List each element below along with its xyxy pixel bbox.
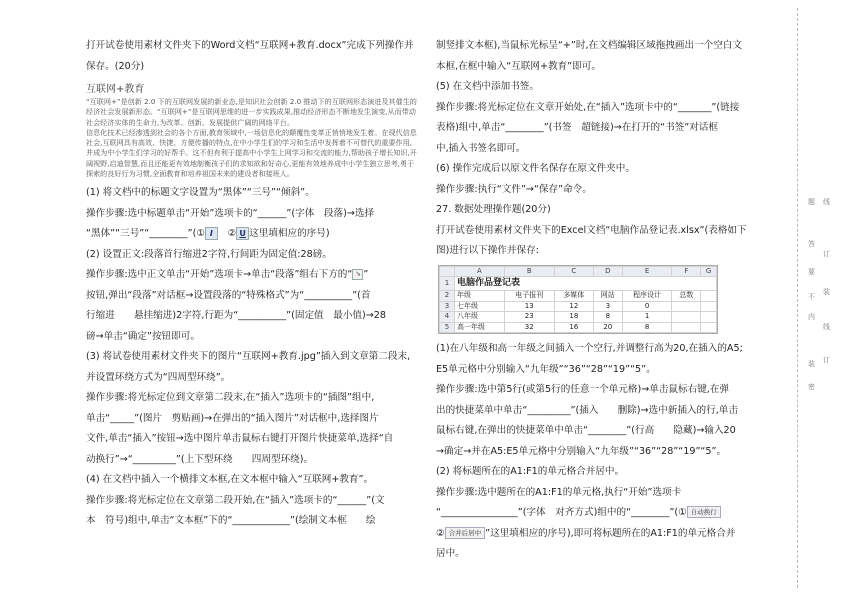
excel-task-2-step-a: 操作步骤:选中题所在的A1:F1的单元格,执行“开始”选项卡: [436, 486, 682, 498]
table-row: [440, 291, 717, 302]
table-cell: [672, 322, 701, 333]
underline-icon: U: [236, 227, 249, 240]
table-cell: [701, 301, 717, 312]
task-2-step-a: 操作步骤:选中正文单击“开始”选项卡→单击“段落”组右下方的“ ↘ ”: [86, 269, 369, 281]
task-1-title: (1) 将文档中的标题文字设置为“黑体”“三号”“倾斜”。: [86, 187, 315, 199]
margin-char: 订: [823, 250, 830, 258]
section-27-intro-b: 图)进行以下操作并保存:: [436, 245, 539, 256]
excel-task-1-step-a: 操作步骤:选中第5行(或第5行的任意一个单元格)→单击鼠标右键,在弹: [436, 384, 730, 395]
table-row: [440, 312, 717, 323]
question-intro: 打开试卷使用素材文件夹下的Word文档“互联网+教育.docx”完成下列操作并保存。(20分): [86, 40, 414, 72]
task-1-step-b: “黑体”“三号”“________”(① I ② U 这里填相应的序号): [86, 228, 330, 240]
task-2-step-c: 行缩进 悬挂缩进)2字符,行距为“__________”(固定值 最小值)→28: [86, 310, 387, 322]
task-6-step-a: 操作步骤:执行“文件”→“保存”命令。: [436, 183, 592, 195]
table-cell: 高一年级: [455, 322, 505, 333]
task-2-title: (2) 设置正文:段落首行缩进2字符,行间距为固定值:28磅。: [86, 248, 332, 260]
spreadsheet-table: [439, 266, 717, 334]
excel-task-1-title: (1)在八年级和高一年级之间插入一个空行,并调整行高为20,在插入的A5;: [436, 343, 743, 354]
left-column: [86, 36, 418, 532]
margin-char: 线: [823, 198, 830, 206]
excel-task-2-step-c: ② 合并后居中 ”这里填相应的序号),即可将标题所在的A1:F1的单元格合并: [436, 527, 736, 539]
margin-char: 密: [808, 383, 815, 391]
row-number: 1: [440, 277, 455, 291]
section-27-intro-a: 打开试卷使用素材文件夹下的Excel文档“电脑作品登记表.xlsx”(表格如下: [436, 224, 747, 236]
column-header: C: [554, 266, 593, 277]
task-3-step-a: 操作步骤:将光标定位到文章第二段末,在“插入”选项卡的“插图”组中,: [86, 392, 375, 404]
table-cell: 18: [554, 312, 593, 323]
spreadsheet-image: [438, 265, 718, 335]
column-header: E: [622, 266, 672, 277]
right-column: [436, 36, 766, 565]
row-number: 4: [440, 312, 455, 323]
embedded-paragraph-2: 信息化技术已经渗透到社会的各个方面,教育领域中,一场信息化的颠覆性变革正悄悄地发生着。在现代信息社会,互联网具有高效、快捷、方便传播的特点,在中小学生们的学习和生活中发挥着不可替代的重要作用,并成为中小学生们学习的好帮手。这不但有利于提高中小学生上网学习和交流的能力,帮助孩子增长知识,开阔视野,启迪智慧,而且还能更有效地制衡孩子们的求知欲和好奇心,更能有效地养成中小学生独立思考,勇于探索的良好行为习惯,全面教育和培养祖国未来的建设者和接班人。: [86, 127, 417, 179]
table-cell: [701, 291, 717, 302]
task-2-step-d: 磅→单击“确定”按钮即可。: [86, 330, 200, 342]
table-cell: 3: [593, 301, 622, 312]
task-3-step-b: 单击“_____”(图片 剪贴画)→在弹出的“插入图片”对话框中,选择图片: [86, 412, 379, 424]
task-6-title: (6) 操作完成后以原文件名保存在原文件夹中。: [436, 163, 635, 174]
task-5-step-b: 表格)组中,单击“________”(书签 超链接)→在打开的“书签”对话框: [436, 122, 719, 133]
table-cell: 23: [504, 312, 554, 323]
column-header: A: [455, 266, 505, 277]
task-5-step-c: 中,插入书签名即可。: [436, 142, 526, 154]
table-cell: 八年级: [455, 312, 505, 323]
margin-char: 订: [823, 356, 830, 364]
table-cell: 8: [593, 312, 622, 323]
margin-char: 题: [808, 198, 815, 206]
sheet-title-cell: 电脑作品登记表: [455, 277, 717, 291]
table-cell: 8: [622, 322, 672, 333]
row-number: 5: [440, 322, 455, 333]
margin-char: 内: [808, 313, 815, 321]
task-4-title: (4) 在文档中插入一个横排文本框,在文本框中输入“互联网+教育”。: [86, 474, 374, 486]
task-4-step-d: 本框,在框中输入“互联网+教育”即可。: [436, 60, 601, 72]
table-cell: 总数: [672, 291, 701, 302]
margin-char: 要: [808, 268, 815, 276]
table-cell: [672, 301, 701, 312]
task-3-step-d: 动换行”→“_________”(上下型环绕 四周型环绕)。: [86, 453, 314, 465]
table-cell: [701, 312, 717, 323]
margin-char: 装: [823, 288, 830, 296]
margin-char: 答: [808, 240, 815, 248]
task-4-step-c: 制竖排文本框),当鼠标光标呈“+”时,在文档编辑区域拖拽画出一个空白文: [436, 40, 743, 51]
excel-task-2-title: (2) 将标题所在的A1:F1的单元格合并居中。: [436, 466, 625, 477]
margin-char: 装: [808, 360, 815, 368]
excel-task-1-step-c: 鼠标右键,在弹出的快捷菜单中单击“________”(行高 隐藏)→输入20: [436, 425, 736, 436]
wrap-text-icon: 自动换行: [687, 506, 721, 518]
table-cell: 年级: [455, 291, 505, 302]
table-row: [440, 301, 717, 312]
table-cell: 网站: [593, 291, 622, 302]
table-cell: 1: [622, 312, 672, 323]
table-cell: 12: [554, 301, 593, 312]
table-cell: 13: [504, 301, 554, 312]
task-1-step-a: 操作步骤:选中标题单击“开始”选项卡的“______”(字体 段落)→选择: [86, 207, 375, 219]
section-27-title: 27. 数据处理操作题(20分): [436, 204, 551, 215]
table-cell: 0: [622, 301, 672, 312]
task-4-step-b: 本 符号)组中,单击“文本框”下的“____________”(绘制文本框 绘: [86, 515, 376, 527]
merge-center-icon: 合并后居中: [445, 527, 486, 539]
dialog-launcher-icon: ↘: [352, 269, 363, 280]
task-3-step-c: 文件,单击“插入”按钮→选中图片单击鼠标右键打开图片快捷菜单,选择“自: [86, 433, 394, 445]
excel-task-1-step-d: →确定→并在A5:E5单元格中分别输入“九年级”“36”“28”“19”“5”。: [436, 445, 727, 457]
column-header: B: [504, 266, 554, 277]
row-number: 2: [440, 291, 455, 302]
task-3-title: (3) 将试卷使用素材文件夹下的图片“互联网+教育.jpg”插入到文章第二段末,并设置环绕方式为“四周型环绕”。: [86, 351, 411, 383]
table-cell: 20: [593, 322, 622, 333]
table-row: [440, 277, 717, 291]
task-5-step-a: 操作步骤:将光标定位在文章开始处,在“插入”选项卡中的“_______”(链接: [436, 101, 740, 113]
excel-task-1-step-b: 出的快捷菜单中单击“_________”(插入 删除)→选中新插入的行,单击: [436, 404, 738, 416]
excel-task-2-step-d: 居中。: [436, 548, 465, 559]
table-cell: [672, 312, 701, 323]
binding-line: [797, 8, 798, 588]
task-5-title: (5) 在文档中添加书签。: [436, 81, 539, 92]
margin-char: 线: [823, 323, 830, 331]
task-4-step-a: 操作步骤:将光标定位在文章第二段开始,在“插入”选项卡的“______”(文: [86, 494, 385, 506]
column-header: D: [593, 266, 622, 277]
excel-task-1-detail: E5单元格中分别输入“九年级”“36”“28”“19”“5”。: [436, 363, 656, 375]
table-cell: 16: [554, 322, 593, 333]
embedded-paragraph-1: “互联网+”是创新 2.0 下的互联网发展的新业态,是知识社会创新 2.0 推动下的互联网形态演进及其催生的经济社会发展新形态。“互联网+”是互联网思维的进一步实践成果,推动经济形态不断地发生演变,从而带动社会经济实体的生命力,为改革、创新、发展提供广阔的网络平台。: [86, 97, 417, 127]
table-cell: [701, 322, 717, 333]
table-cell: 程序设计: [622, 291, 672, 302]
task-2-step-b: 按钮,弹出“段落”对话框→设置段落的“特殊格式”为“__________”(首: [86, 289, 371, 301]
italic-icon: I: [205, 227, 218, 240]
column-header: F: [672, 266, 701, 277]
column-header-row: [440, 266, 717, 277]
embedded-title: 互联网+教育: [86, 84, 145, 95]
table-row: [440, 322, 717, 333]
margin-char: 不: [808, 293, 815, 301]
table-cell: 多媒体: [554, 291, 593, 302]
excel-task-2-step-b: “________________”(字体 对齐方式)组中的“________”(① 自动换行: [436, 503, 766, 524]
table-cell: 七年级: [455, 301, 505, 312]
embedded-document-image: [86, 82, 418, 179]
table-cell: 电子报刊: [504, 291, 554, 302]
column-header: G: [701, 266, 717, 277]
row-number: 3: [440, 301, 455, 312]
table-cell: 32: [504, 322, 554, 333]
